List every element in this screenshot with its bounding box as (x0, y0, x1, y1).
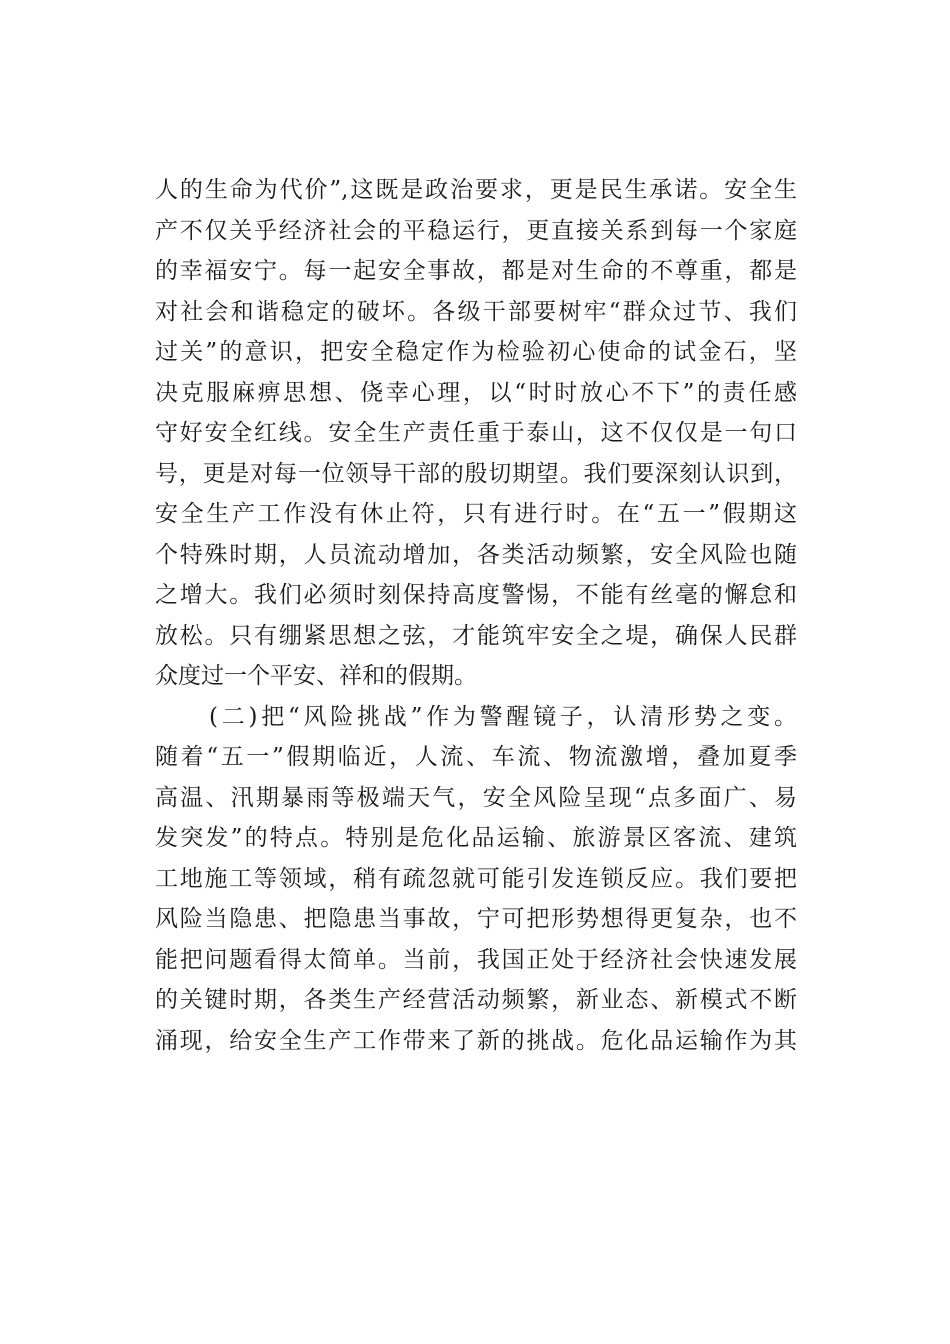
text-line: 守好安全红线。安全生产责任重于泰山，这不仅仅是一句口 (155, 420, 797, 446)
text-line: 号，更是对每一位领导干部的殷切期望。我们要深刻认识到， (155, 460, 797, 487)
text-line: 放松。只有绷紧思想之弦，才能筑牢安全之堤，确保人民群 (155, 622, 797, 649)
document-body (155, 170, 797, 1061)
text-line: 的关键时期，各类生产经营活动频繁，新业态、新模式不断 (155, 987, 797, 1013)
text-line: 高温、汛期暴雨等极端天气，安全风险呈现“点多面广、易 (155, 784, 797, 811)
text-line: 人的生命为代价”,这既是政治要求，更是民生承诺。安全生 (155, 177, 797, 203)
text-line: 的幸福安宁。每一起安全事故，都是对生命的不尊重，都是 (155, 258, 797, 284)
section-heading-line: (二)把“风险挑战”作为警醒镜子，认清形势之变。 (209, 703, 797, 730)
text-line: 发突发”的特点。特别是危化品运输、旅游景区客流、建筑 (155, 825, 797, 851)
text-line: 安全生产工作没有休止符，只有进行时。在“五一”假期这 (155, 501, 797, 527)
text-line: 产不仅关乎经济社会的平稳运行，更直接关系到每一个家庭 (155, 217, 797, 244)
text-line: 众度过一个平安、祥和的假期。 (155, 663, 477, 689)
text-line: 之增大。我们必须时刻保持高度警惕，不能有丝毫的懈怠和 (155, 582, 797, 608)
text-line: 随着“五一”假期临近，人流、车流、物流激增，叠加夏季 (155, 744, 797, 770)
text-line: 对社会和谐稳定的破坏。各级干部要树牢“群众过节、我们 (155, 298, 797, 325)
text-line: 风险当隐患、把隐患当事故，宁可把形势想得更复杂，也不 (155, 906, 797, 932)
text-line: 过关”的意识，把安全稳定作为检验初心使命的试金石，坚 (155, 339, 797, 365)
text-line: 个特殊时期，人员流动增加，各类活动频繁，安全风险也随 (155, 541, 797, 568)
paragraph-2 (155, 697, 797, 1062)
text-line: 涌现，给安全生产工作带来了新的挑战。危化品运输作为其 (155, 1027, 797, 1054)
text-line: 能把问题看得太简单。当前，我国正处于经济社会快速发展 (155, 946, 797, 973)
paragraph-1 (155, 170, 797, 697)
text-line: 决克服麻痹思想、侥幸心理，以“时时放心不下”的责任感 (155, 379, 797, 406)
text-line: 工地施工等领域，稍有疏忽就可能引发连锁反应。我们要把 (155, 865, 797, 892)
